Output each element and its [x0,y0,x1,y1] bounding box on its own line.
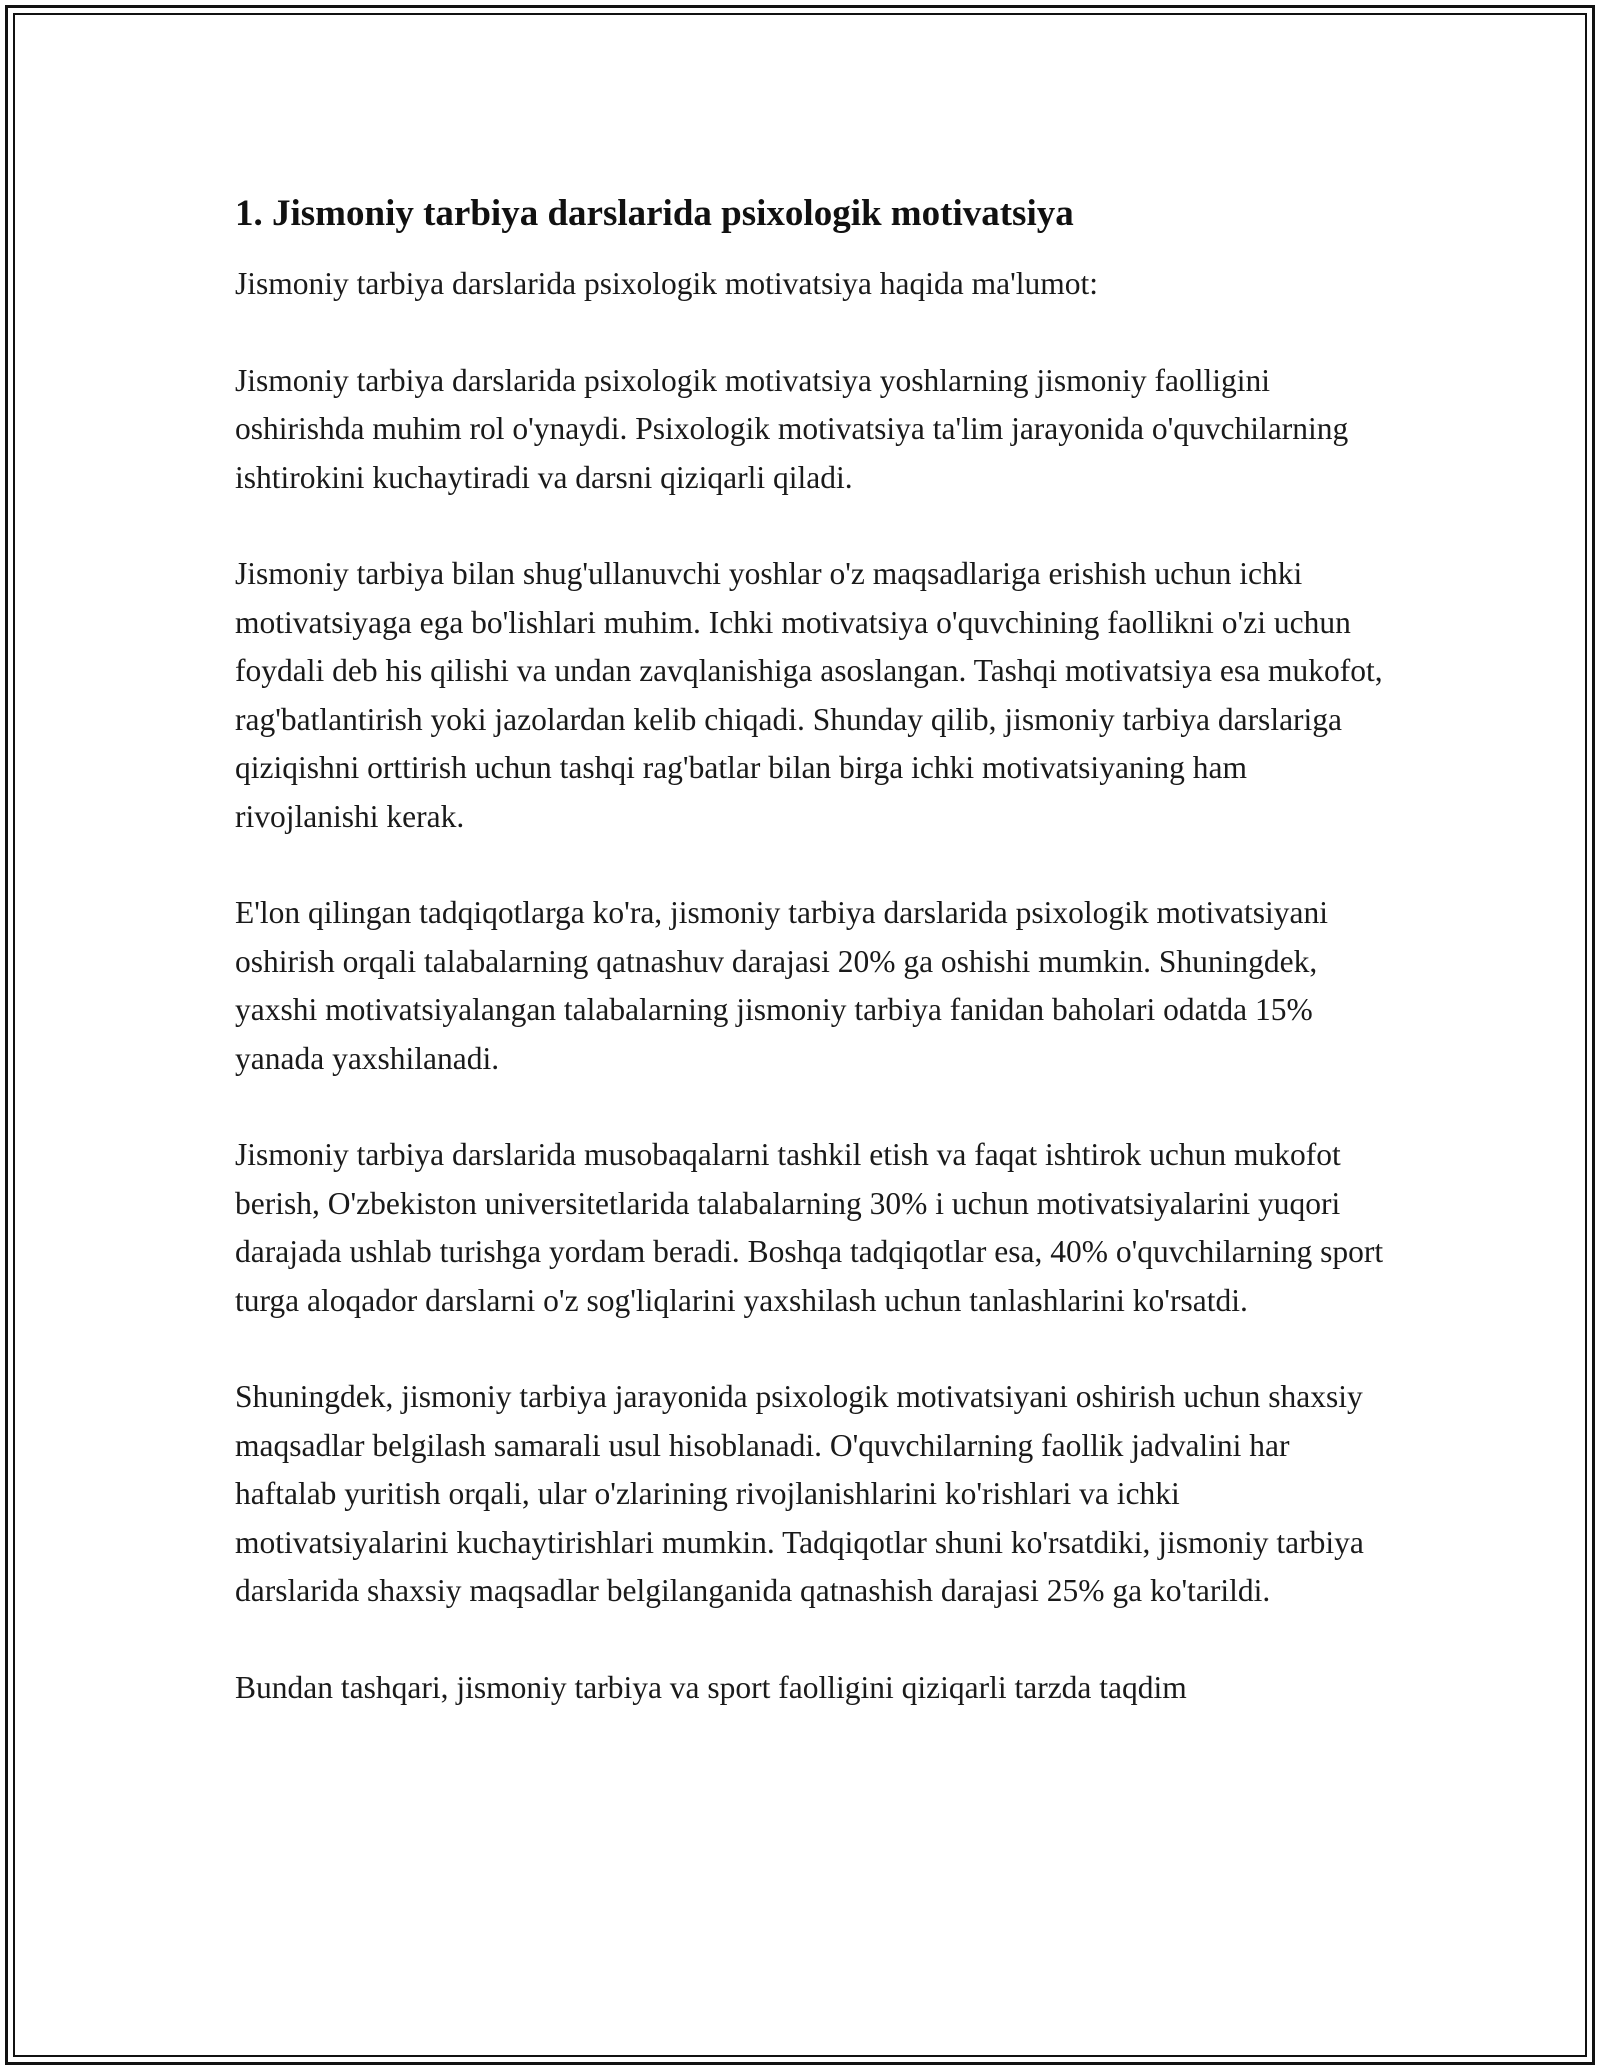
paragraph-competitions: Jismoniy tarbiya darslarida musobaqalarni tashkil etish va faqat ishtirok uchun mukofot berish, O'zbekiston universitetlarida talabalarning 30% i uchun motivatsiyalarini yuqori darajada ushlab turishga yordam beradi. Boshqa tadqiqotlar esa, 40% o'quvchilarning sport turga aloqador darslarni o'z sog'liqlarini yaxshilash uchun tanlashlarini ko'rsatdi. [235,1137,1384,1318]
paragraph-continuation: Bundan tashqari, jismoniy tarbiya va sport faolligini qiziqarli tarzda taqdim [235,1669,1187,1705]
paragraph-personal-goals: Shuningdek, jismoniy tarbiya jarayonida psixologik motivatsiyani oshirish uchun shaxsiy maqsadlar belgilash samarali usul hisoblanadi. O'quvchilarning faollik jadvalini har haftalab yuritish orqali, ular o'zlarining rivojlanishlarini ko'rishlari va ichki motivatsiyalarini kuchaytirishlari mumkin. Tadqiqotlar shuni ko'rsatdiki, jismoniy tarbiya darslarida shaxsiy maqsadlar belgilanganida qatnashish darajasi 25% ga ko'tarildi. [235,1379,1364,1608]
paragraph-intro: Jismoniy tarbiya darslarida psixologik motivatsiya haqida ma'lumot: [235,266,1099,301]
section-heading: 1. Jismoniy tarbiya darslarida psixologik motivatsiya [235,193,1074,234]
paragraph-research-findings: E'lon qilingan tadqiqotlarga ko'ra, jismoniy tarbiya darslarida psixologik motivatsiyani oshirish orqali talabalarning qatnashuv darajasi 20% ga oshishi mumkin. Shuningdek, yaxshi motivatsiyalangan talabalarning jismoniy tarbiya fanidan baholari odatda 15% yanada yaxshilanadi. [235,895,1328,1076]
paragraph-intrinsic-extrinsic: Jismoniy tarbiya bilan shug'ullanuvchi yoshlar o'z maqsadlariga erishish uchun ichki motivatsiyaga ega bo'lishlari muhim. Ichki motivatsiya o'quvchining faollikni o'zi uchun foydali deb his qilishi va undan zavqlanishiga asoslangan. Tashqi motivatsiya esa mukofot, rag'batlantirish yoki jazolardan kelib chiqadi. Shunday qilib, jismoniy tarbiya darslariga qiziqishni orttirish uchun tashqi rag'batlar bilan birga ichki motivatsiyaning ham rivojlanishi kerak. [235,556,1383,834]
paragraph-role-of-motivation: Jismoniy tarbiya darslarida psixologik motivatsiya yoshlarning jismoniy faolligini oshirishda muhim rol o'ynaydi. Psixologik motivatsiya ta'lim jarayonida o'quvchilarning ishtirokini kuchaytiradi va darsni qiziqarli qiladi. [235,362,1349,495]
document-body [235,190,1385,1760]
